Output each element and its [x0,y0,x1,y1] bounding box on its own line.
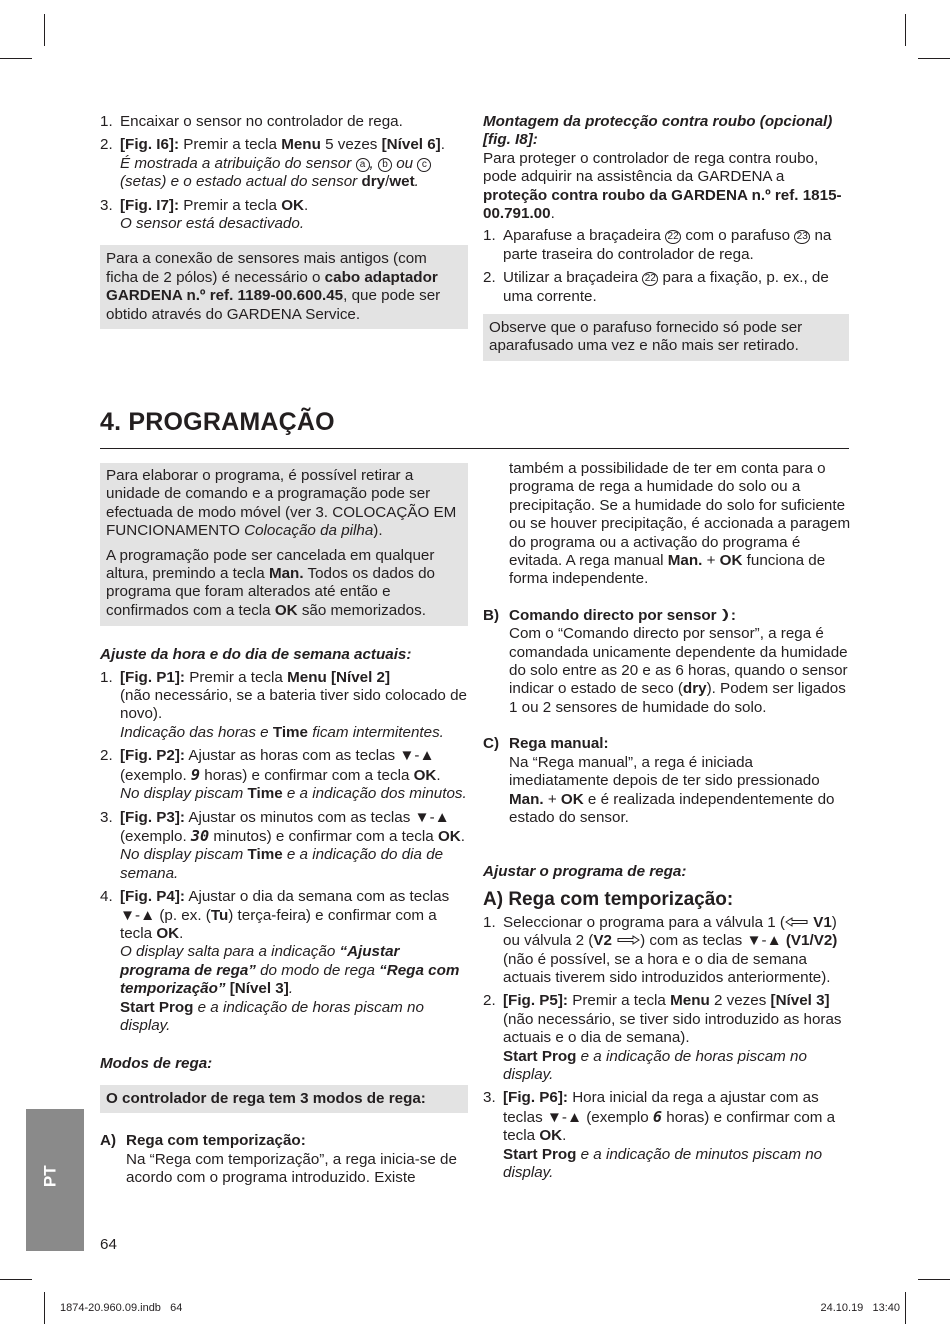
item-number: 1. [483,913,496,931]
list-item [483,992,851,1084]
program-setting-steps [483,914,851,1183]
language-side-tab [26,1109,84,1251]
item-text: Ajustar as horas com as teclas ▼-▲ (exemplo. [120,747,435,784]
item-note: O display salta para a indicação [120,943,340,961]
print-footer-left: 1874-20.960.09.indb 64 [60,1302,183,1314]
item-number: 1. [100,113,113,130]
list-item [100,669,468,743]
item-number: 2. [483,992,496,1010]
note-text: , que pode ser obtido através do GARDENA Service. [106,287,441,323]
crop-mark [0,58,32,59]
intro-text: Para elaborar o programa, é possível retirar a unidade de comando e a programação pode ser efectuada de modo móvel (ver 3. COLOCAÇÃO EM FUNCIONAMENTO [106,467,457,540]
mode-letter: C) [483,735,500,753]
item-number: 3. [100,196,113,214]
figure-ref: [Fig. P1]: [120,668,185,686]
list-item [100,197,468,234]
item-text: Aparafuse a braçadeira [503,227,666,245]
key-label: Menu [Nível 2] [287,668,391,686]
item-text: 2 vezes [709,992,771,1010]
item-text: (não é possível, se a hora e o dia de semana actuais tiverem sido introduzidos anteriormente). [503,950,831,986]
intro-text: A programação pode ser cancelada em qualquer altura, premindo a tecla [106,546,435,583]
item-text: ) com as teclas ▼-▲ [640,932,786,950]
item-note: ficam intermitentes. [308,723,444,741]
note-text: Para a conexão de sensores mais antigos (com ficha de 2 pólos) é necessário o [106,250,427,286]
item-text: horas) e confirmar com a tecla [503,1108,836,1145]
timed-watering-subheading: A) Rega com temporização: [483,888,734,910]
item-text: minutos) e confirmar com a tecla [209,827,438,845]
item-text: Ajustar o dia da semana com as teclas ▼-▲ (p. ex. ( [120,888,450,924]
item-text: horas) e confirmar com a tecla [200,766,414,784]
mode-text: também a possibilidade de ter em conta para o programa de rega a humidade do solo ou a precipitação. Se a humidade do solo for suficiente ou se houver precipitação, é accionada a paragem do programa ou a activação do programa é evitada. A rega manual [509,460,851,570]
mode-text: Na “Rega com temporização”, a rega inicia-se de acordo com o programa introduzido. Existe [126,1150,457,1186]
sensor-icon [721,608,731,622]
display-label: Time [247,785,283,803]
lcd-digit: 9 [190,765,201,784]
intro-bold: proteção contra roubo da GARDENA n.º ref. 1815-00.791.00 [483,186,842,223]
item-text: Premir a tecla [179,196,282,214]
list-item [483,227,849,264]
item-text: (não necessário, se tiver sido introduzido as horas actuais e o dia de semana). [503,1010,842,1047]
item-text: Premir a tecla [567,992,671,1010]
modes-box-text: O controlador de rega tem 3 modos de rega: [106,1089,426,1107]
note-bold: cabo adaptador GARDENA n.º ref. 1189-00.600.45 [106,268,438,305]
list-item [100,888,468,1035]
figure-ref: [Fig. P4]: [120,888,185,906]
language-code: PT [40,1165,60,1188]
mode-a-continuation [483,460,851,589]
lcd-digit: 30 [190,826,210,845]
status-label: dry [361,173,386,191]
item-text: na parte traseira do controlador de rega. [503,227,832,263]
item-text: (não necessário, se a bateria tiver sido colocado de novo). [120,687,467,723]
intro-text: . [550,205,555,223]
item-text: Premir a tecla [184,668,288,686]
valve-label: (V1/V2) [785,932,838,950]
key-label: Man. [509,790,544,808]
mode-b: B) Comando directo por sensor : Com o “Comando directo por sensor”, a rega é comandada unicamente dependente da humidade do solo entre as 20 e as 6 horas, quando o sensor indicar o estado de seco (dry). Podem ser ligados 1 ou 2 sensores de humidade do solo. [483,606,848,716]
item-note: e a indicação de horas piscam no display. [120,998,424,1034]
key-label: Tu [210,906,229,924]
item-number: 3. [100,808,113,826]
item-note: É mostrada a atribuição do sensor [120,154,356,172]
item-note: e a indicação de minutos piscam no display. [503,1145,823,1181]
mode-text: funciona de forma independente. [509,552,826,588]
item-note: e a indicação do dia de semana. [120,846,444,882]
crop-mark [0,1279,32,1280]
status-label: dry [682,680,707,698]
item-text: . [303,196,309,214]
item-number: 2. [483,269,496,287]
list-item [100,113,468,131]
display-label: “Ajustar programa de rega” [120,943,400,979]
page-number: 64 [100,1236,117,1253]
lcd-digit: 6 [652,1107,663,1126]
watering-modes-heading: Modos de rega: [100,1055,213,1073]
item-number: 1. [100,668,113,686]
mode-text: Com o “Comando directo por sensor”, a rega é comandada unicamente dependente da humidade do solo entre as 20 e as 6 horas, quando o sensor indicar o estado de seco ( [509,625,848,698]
valve-label: V1 [813,913,832,931]
item-number: 2. [100,136,113,154]
item-note: e a indicação de horas piscam no display. [503,1047,807,1083]
arrow-right-icon [616,935,640,945]
mode-text: + [543,790,561,808]
mode-c [483,735,851,827]
figure-ref: [Fig. P2]: [120,747,185,765]
key-label: OK [719,552,743,570]
key-label: OK [437,827,461,845]
item-number: 2. [100,747,113,765]
mode-title: Rega com temporização: [126,1132,306,1150]
key-label: Menu [670,992,710,1010]
display-label: Start Prog [120,998,194,1016]
left-top-column [100,113,468,329]
item-text: Encaixar o sensor no controlador de rega. [120,113,403,130]
item-note: O sensor está desactivado. [120,215,305,233]
item-note: e a indicação dos minutos. [282,785,467,803]
crop-mark [905,1292,906,1324]
item-text: para a fixação, p. ex., de uma corrente. [503,269,829,305]
circled-letter-icon: c [417,158,431,172]
left-main-column [100,463,468,1187]
display-label: Time [247,846,283,864]
mode-text: e é realizada independentemente do estado do sensor. [509,790,835,826]
intro-text: Para proteger o controlador de rega contra roubo, pode adquirir na assistência da GARDENA a [483,149,819,186]
item-text: Ajustar os minutos com as teclas ▼-▲ (exemplo. [120,808,450,845]
program-setting-heading: Ajustar o programa de rega: [483,863,687,881]
right-top-column [483,113,849,361]
status-label: wet [389,173,415,191]
crop-mark [918,1279,950,1280]
item-text: ) ou válvula 2 ( [503,913,837,950]
item-number: 1. [483,227,496,245]
mode-title: Rega manual: [509,735,609,753]
sensor-steps-list [100,113,468,233]
modes-box [100,1085,468,1113]
item-text: / [385,173,390,191]
intro-italic: Colocação da pilha [244,522,374,540]
key-label: Menu [281,136,321,154]
item-text: ) terça-feira) e confirmar com a tecla [120,906,437,942]
item-note: No display piscam [120,846,248,864]
item-note: , [369,154,378,172]
crop-mark [44,14,45,46]
key-label: OK [281,196,304,214]
crop-mark [905,14,906,46]
screw-note-box: Observe que o parafuso fornecido só pode ser aparafusado uma vez e não mais ser retirado. [483,314,849,361]
item-note: ou [392,154,418,172]
item-text: Utilizar a braçadeira [503,269,643,287]
item-text: Seleccionar o programa para a válvula 1 ( [503,913,785,931]
circled-letter-icon: a [356,158,370,172]
key-label: Man. [667,552,703,570]
figure-ref: [Fig. P5]: [503,992,568,1010]
list-item [100,136,468,191]
item-note: . [414,173,419,191]
circled-number-icon: 23 [794,230,810,244]
section-title: 4. PROGRAMAÇÃO [100,408,335,436]
list-item [100,747,468,803]
mode-letter: A) [100,1132,117,1150]
level-label: [Nível 3] [225,980,289,998]
mode-text: + [702,552,720,570]
level-label: [Nível 3] [770,992,830,1010]
key-label: OK [539,1127,563,1145]
item-note: No display piscam [120,785,248,803]
list-item [483,269,849,306]
level-label: [Nível 6] [381,136,441,154]
list-item [100,809,468,884]
circled-number-icon: 22 [642,272,658,286]
figure-ref: [Fig. I6]: [120,136,180,154]
intro-paragraph [106,467,462,541]
item-text: Hora inicial da rega a ajustar com as teclas ▼-▲ (exemplo [503,1089,819,1126]
circled-number-icon: 22 [665,230,681,244]
mode-text: Na “Rega manual”, a rega é iniciada imediatamente depois de ter sido pressionado [509,753,820,790]
arrow-left-icon [785,917,809,927]
item-text: 5 vezes [320,136,382,154]
mode-text: ). Podem ser ligados 1 ou 2 sensores de humidade do solo. [509,680,846,716]
list-item [483,914,851,988]
item-note: do modo de rega [255,961,380,979]
right-main-column [483,460,851,1187]
display-label: Start Prog [503,1145,577,1163]
display-label: “Rega com temporização” [120,961,460,998]
mode-title: Comando directo por sensor [509,606,721,624]
item-note: Indicação das horas e [120,723,273,741]
cancel-paragraph [106,547,462,621]
intro-text: são memorizados. [297,601,426,619]
item-text: com o parafuso [681,227,795,245]
adapter-cable-note-box [100,245,468,329]
figure-ref: [Fig. P6]: [503,1089,568,1107]
key-label: OK [413,766,437,784]
valve-label: V2 [593,932,612,950]
item-number: 4. [100,888,113,906]
key-label: OK [156,924,180,942]
item-text: . [179,924,184,942]
list-item [483,1089,851,1182]
circled-letter-icon: b [378,158,392,172]
theft-protection-steps [483,227,849,306]
intro-text: ). [373,522,383,540]
figure-ref: [Fig. P3]: [120,808,185,826]
print-footer-right: 24.10.19 13:40 [820,1302,900,1314]
mode-a [100,1132,468,1187]
item-text: . [440,136,445,154]
item-number: 3. [483,1089,496,1107]
item-text: Premir a tecla [179,136,282,154]
display-label: Time [272,723,309,741]
mode-letter: B) [483,606,500,624]
item-note: (setas) e o estado actual do sensor [120,173,362,191]
key-label: OK [560,790,584,808]
figure-ref: [Fig. I7]: [120,196,180,214]
theft-protection-intro [483,150,849,224]
item-text: . [436,766,441,784]
section-rule [100,448,849,449]
programming-intro-box [100,463,468,626]
key-label: Man. [268,565,304,583]
item-text: . [562,1127,567,1145]
crop-mark [44,1292,45,1324]
time-setting-heading: Ajuste da hora e do dia de semana actuais: [100,646,412,664]
display-label: Start Prog [503,1047,577,1065]
item-note: . [288,980,294,998]
key-label: OK [274,601,298,619]
intro-text: Todos os dados do programa que foram alterados até então e confirmados com a tecla [106,565,435,619]
time-setting-steps [100,669,468,1036]
item-text: . [460,827,465,845]
crop-mark [918,58,950,59]
theft-protection-heading: Montagem da protecção contra roubo (opcional) [fig. I8]: [483,113,833,149]
